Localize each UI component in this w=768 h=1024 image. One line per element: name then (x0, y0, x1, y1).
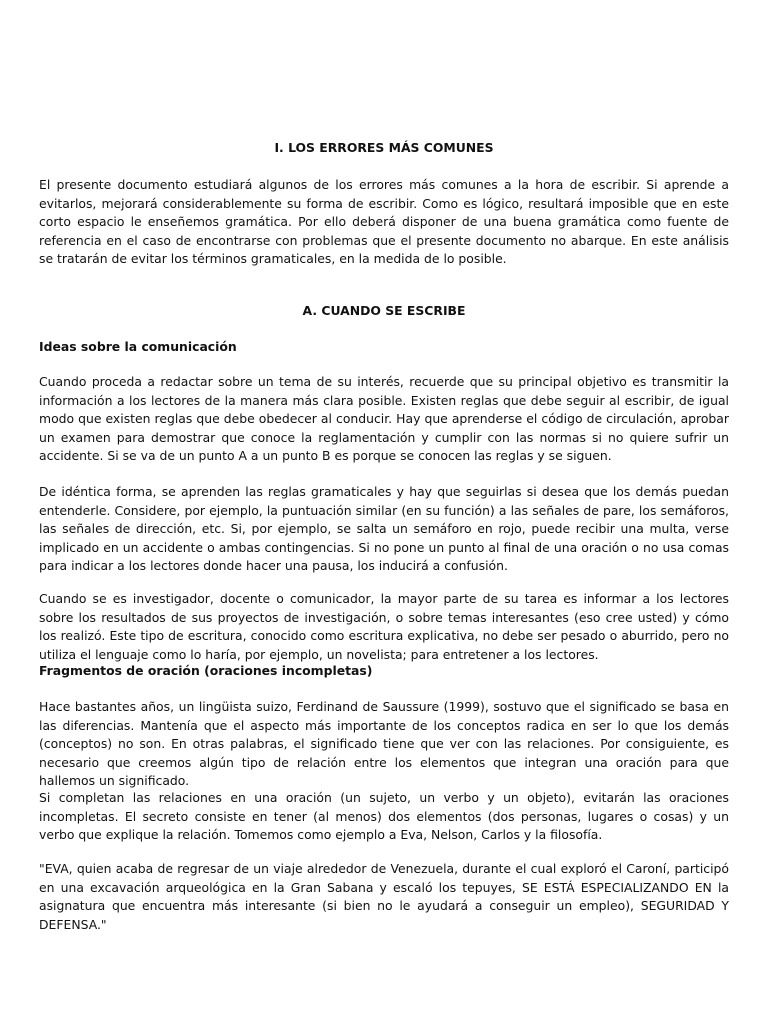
section-title: I. LOS ERRORES MÁS COMUNES (274, 140, 494, 155)
subsection-title: A. CUANDO SE ESCRIBE (302, 303, 466, 318)
heading-fragments: Fragmentos de oración (oraciones incompletas) (39, 663, 373, 678)
heading-ideas: Ideas sobre la comunicación (39, 339, 237, 354)
paragraph-fragments-2: Si completan las relaciones en una oración (un sujeto, un verbo y un objeto), evitarán las oraciones incompletas. El secreto consiste en tener (al menos) dos elementos (dos personas, lugares o cosas) y un verbo que explique la relación. Tomemos como ejemplo a Eva, Nelson, Carlos y la filosofía. (39, 790, 729, 843)
paragraph-ideas-1: Cuando proceda a redactar sobre un tema de su interés, recuerde que su principal objetivo es transmitir la información a los lectores de la manera más clara posible. Existen reglas que debe seguir al escribir, de igual modo que existen reglas que debe obedecer al conducir. Hay que aprenderse el código de circulación, aprobar un examen para demostrar que conoce la reglamentación y cumplir con las normas si no quiere sufrir un accidente. Si se va de un punto A a un punto B es porque se conocen las reglas y se siguen. (39, 374, 729, 464)
intro-paragraph: El presente documento estudiará algunos de los errores más comunes a la hora de escribir. Si aprende a evitarlos, mejorará considerablemente su forma de escribir. Como es lógico, resultará imposible que en este corto espacio le enseñemos gramática. Por ello deberá disponer de una buena gramática como fuente de referencia en el caso de encontrarse con problemas que el presente documento no abarque. En este análisis se tratarán de evitar los términos gramaticales, en la medida de lo posible. (39, 177, 729, 267)
paragraph-ideas-2: De idéntica forma, se aprenden las reglas gramaticales y hay que seguirlas si desea que los demás puedan entenderle. Considere, por ejemplo, la puntuación similar (en su función) a las señales de pare, los semáforos, las señales de dirección, etc. Si, por ejemplo, se salta un semáforo en rojo, puede recibir una multa, verse implicado en un accidente o ambas contingencias. Si no pone un punto al final de una oración o no usa comas para indicar a los lectores donde hacer una pausa, los inducirá a confusión. (39, 484, 729, 574)
paragraph-quote: "EVA, quien acaba de regresar de un viaje alrededor de Venezuela, durante el cual exploró el Caroní, participó en una excavación arqueológica en la Gran Sabana y escaló los tepuyes, SE ESTÁ ESPECIALIZANDO EN la asignatura que encuentra más interesante (si bien no le ayudará a conseguir un empleo), SEGURIDAD Y DEFENSA." (39, 861, 729, 932)
paragraph-fragments-1: Hace bastantes años, un lingüista suizo, Ferdinand de Saussure (1999), sostuvo que el significado se basa en las diferencias. Mantenía que el aspecto más importante de los conceptos radica en ser lo que los demás (conceptos) no son. En otras palabras, el significado tiene que ver con las relaciones. Por consiguiente, es necesario que creemos algún tipo de relación entre los elementos que integran una oración para que hallemos un significado. (39, 699, 729, 789)
paragraph-ideas-3: Cuando se es investigador, docente o comunicador, la mayor parte de su tarea es informar a los lectores sobre los resultados de sus proyectos de investigación, o sobre temas interesantes (eso cree usted) y cómo los realizó. Este tipo de escritura, conocido como escritura explicativa, no debe ser pesado o aburrido, pero no utiliza el lenguaje como lo haría, por ejemplo, un novelista; para entretener a los lectores. (39, 591, 729, 662)
